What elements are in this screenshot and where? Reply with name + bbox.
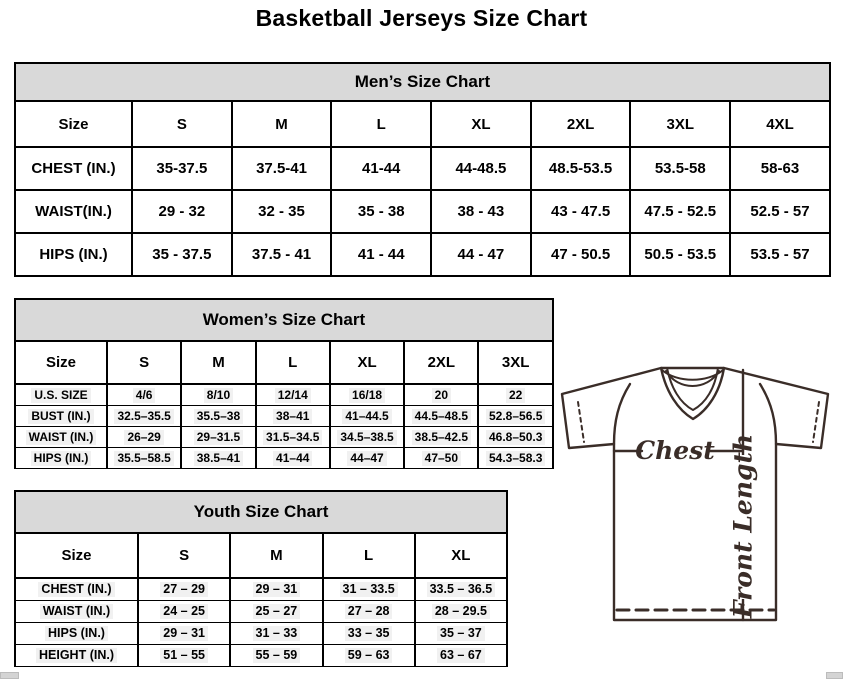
value-cell: 52.5 - 57 [730, 190, 830, 233]
table-row [15, 448, 553, 469]
column-header-cell: L [331, 101, 431, 147]
value-cell: 38 - 43 [431, 190, 531, 233]
value-cell: 37.5-41 [232, 147, 332, 190]
value-cell: 37.5 - 41 [232, 233, 332, 276]
table-row [15, 601, 507, 623]
column-header-cell: L [323, 533, 415, 578]
table-row [15, 645, 507, 667]
value-cell: 47–50 [404, 448, 478, 469]
column-header-cell: 3XL [630, 101, 730, 147]
column-header-cell: S [132, 101, 232, 147]
value-cell: 24 – 25 [138, 601, 230, 623]
value-cell: 44-48.5 [431, 147, 531, 190]
value-cell: 32 - 35 [232, 190, 332, 233]
value-cell: 35-37.5 [132, 147, 232, 190]
mens-table-title: Men’s Size Chart [15, 63, 830, 101]
table-row [15, 427, 553, 448]
row-label-cell: U.S. SIZE [15, 384, 107, 406]
column-header-cell: S [138, 533, 230, 578]
page-title: Basketball Jerseys Size Chart [255, 5, 588, 31]
column-header-cell: 4XL [730, 101, 830, 147]
value-cell: 47.5 - 52.5 [630, 190, 730, 233]
table-row [15, 384, 553, 406]
row-label-cell: HIPS (IN.) [15, 233, 132, 276]
column-header-cell: S [107, 341, 181, 384]
row-label-cell: WAIST(IN.) [15, 190, 132, 233]
value-cell: 41–44.5 [330, 406, 404, 427]
value-cell: 43 - 47.5 [531, 190, 631, 233]
jersey-outline [562, 368, 828, 620]
column-header-cell: L [256, 341, 330, 384]
column-header-cell: 3XL [478, 341, 552, 384]
womens-table-title: Women’s Size Chart [15, 299, 553, 341]
table-row [15, 190, 830, 233]
table-row [15, 147, 830, 190]
size-header-cell: Size [15, 101, 132, 147]
value-cell: 16/18 [330, 384, 404, 406]
value-cell: 55 – 59 [230, 645, 322, 667]
table-row [15, 233, 830, 276]
value-cell: 47 - 50.5 [531, 233, 631, 276]
value-cell: 35.5–58.5 [107, 448, 181, 469]
value-cell: 20 [404, 384, 478, 406]
value-cell: 51 – 55 [138, 645, 230, 667]
row-label-cell: WAIST (IN.) [15, 427, 107, 448]
column-header-cell: M [232, 101, 332, 147]
value-cell: 12/14 [256, 384, 330, 406]
value-cell: 38–41 [256, 406, 330, 427]
value-cell: 22 [478, 384, 552, 406]
value-cell: 35 - 37.5 [132, 233, 232, 276]
value-cell: 34.5–38.5 [330, 427, 404, 448]
row-label-cell: CHEST (IN.) [15, 578, 138, 601]
chest-label: Chest [635, 436, 715, 465]
value-cell: 63 – 67 [415, 645, 507, 667]
column-header-cell: XL [415, 533, 507, 578]
row-label-cell: HEIGHT (IN.) [15, 645, 138, 667]
value-cell: 29 - 32 [132, 190, 232, 233]
value-cell: 53.5-58 [630, 147, 730, 190]
row-label-cell: HIPS (IN.) [15, 448, 107, 469]
value-cell: 59 – 63 [323, 645, 415, 667]
value-cell: 54.3–58.3 [478, 448, 552, 469]
value-cell: 44–47 [330, 448, 404, 469]
value-cell: 31 – 33 [230, 623, 322, 645]
value-cell: 31 – 33.5 [323, 578, 415, 601]
column-header-cell: M [181, 341, 255, 384]
column-header-cell: XL [431, 101, 531, 147]
front-length-label: Front Length [728, 433, 758, 619]
value-cell: 52.8–56.5 [478, 406, 552, 427]
value-cell: 38.5–42.5 [404, 427, 478, 448]
column-header-cell: XL [330, 341, 404, 384]
value-cell: 29 – 31 [230, 578, 322, 601]
scrollbar-fragment-right[interactable] [826, 672, 843, 679]
row-label-cell: HIPS (IN.) [15, 623, 138, 645]
value-cell: 29–31.5 [181, 427, 255, 448]
mens-size-chart-table [14, 62, 831, 277]
column-header-cell: 2XL [404, 341, 478, 384]
value-cell: 27 – 28 [323, 601, 415, 623]
value-cell: 27 – 29 [138, 578, 230, 601]
womens-size-chart-table [14, 298, 554, 469]
table-row [15, 623, 507, 645]
row-label-cell: BUST (IN.) [15, 406, 107, 427]
value-cell: 29 – 31 [138, 623, 230, 645]
mens-column-header-row [15, 101, 830, 147]
value-cell: 46.8–50.3 [478, 427, 552, 448]
value-cell: 50.5 - 53.5 [630, 233, 730, 276]
table-row [15, 406, 553, 427]
value-cell: 35.5–38 [181, 406, 255, 427]
value-cell: 38.5–41 [181, 448, 255, 469]
value-cell: 35 - 38 [331, 190, 431, 233]
value-cell: 41-44 [331, 147, 431, 190]
column-header-cell: M [230, 533, 322, 578]
size-header-cell: Size [15, 341, 107, 384]
value-cell: 48.5-53.5 [531, 147, 631, 190]
value-cell: 35 – 37 [415, 623, 507, 645]
value-cell: 33 – 35 [323, 623, 415, 645]
value-cell: 33.5 – 36.5 [415, 578, 507, 601]
value-cell: 41–44 [256, 448, 330, 469]
size-header-cell: Size [15, 533, 138, 578]
womens-column-header-row [15, 341, 553, 384]
value-cell: 44 - 47 [431, 233, 531, 276]
scrollbar-fragment-left[interactable] [0, 672, 19, 679]
value-cell: 58-63 [730, 147, 830, 190]
value-cell: 53.5 - 57 [730, 233, 830, 276]
value-cell: 28 – 29.5 [415, 601, 507, 623]
value-cell: 25 – 27 [230, 601, 322, 623]
youth-size-chart-table [14, 490, 508, 667]
value-cell: 26–29 [107, 427, 181, 448]
value-cell: 32.5–35.5 [107, 406, 181, 427]
youth-table-title: Youth Size Chart [15, 491, 507, 533]
jersey-diagram [556, 358, 841, 668]
value-cell: 4/6 [107, 384, 181, 406]
value-cell: 31.5–34.5 [256, 427, 330, 448]
value-cell: 44.5–48.5 [404, 406, 478, 427]
row-label-cell: WAIST (IN.) [15, 601, 138, 623]
column-header-cell: 2XL [531, 101, 631, 147]
value-cell: 41 - 44 [331, 233, 431, 276]
youth-column-header-row [15, 533, 507, 578]
value-cell: 8/10 [181, 384, 255, 406]
table-row [15, 578, 507, 601]
row-label-cell: CHEST (IN.) [15, 147, 132, 190]
